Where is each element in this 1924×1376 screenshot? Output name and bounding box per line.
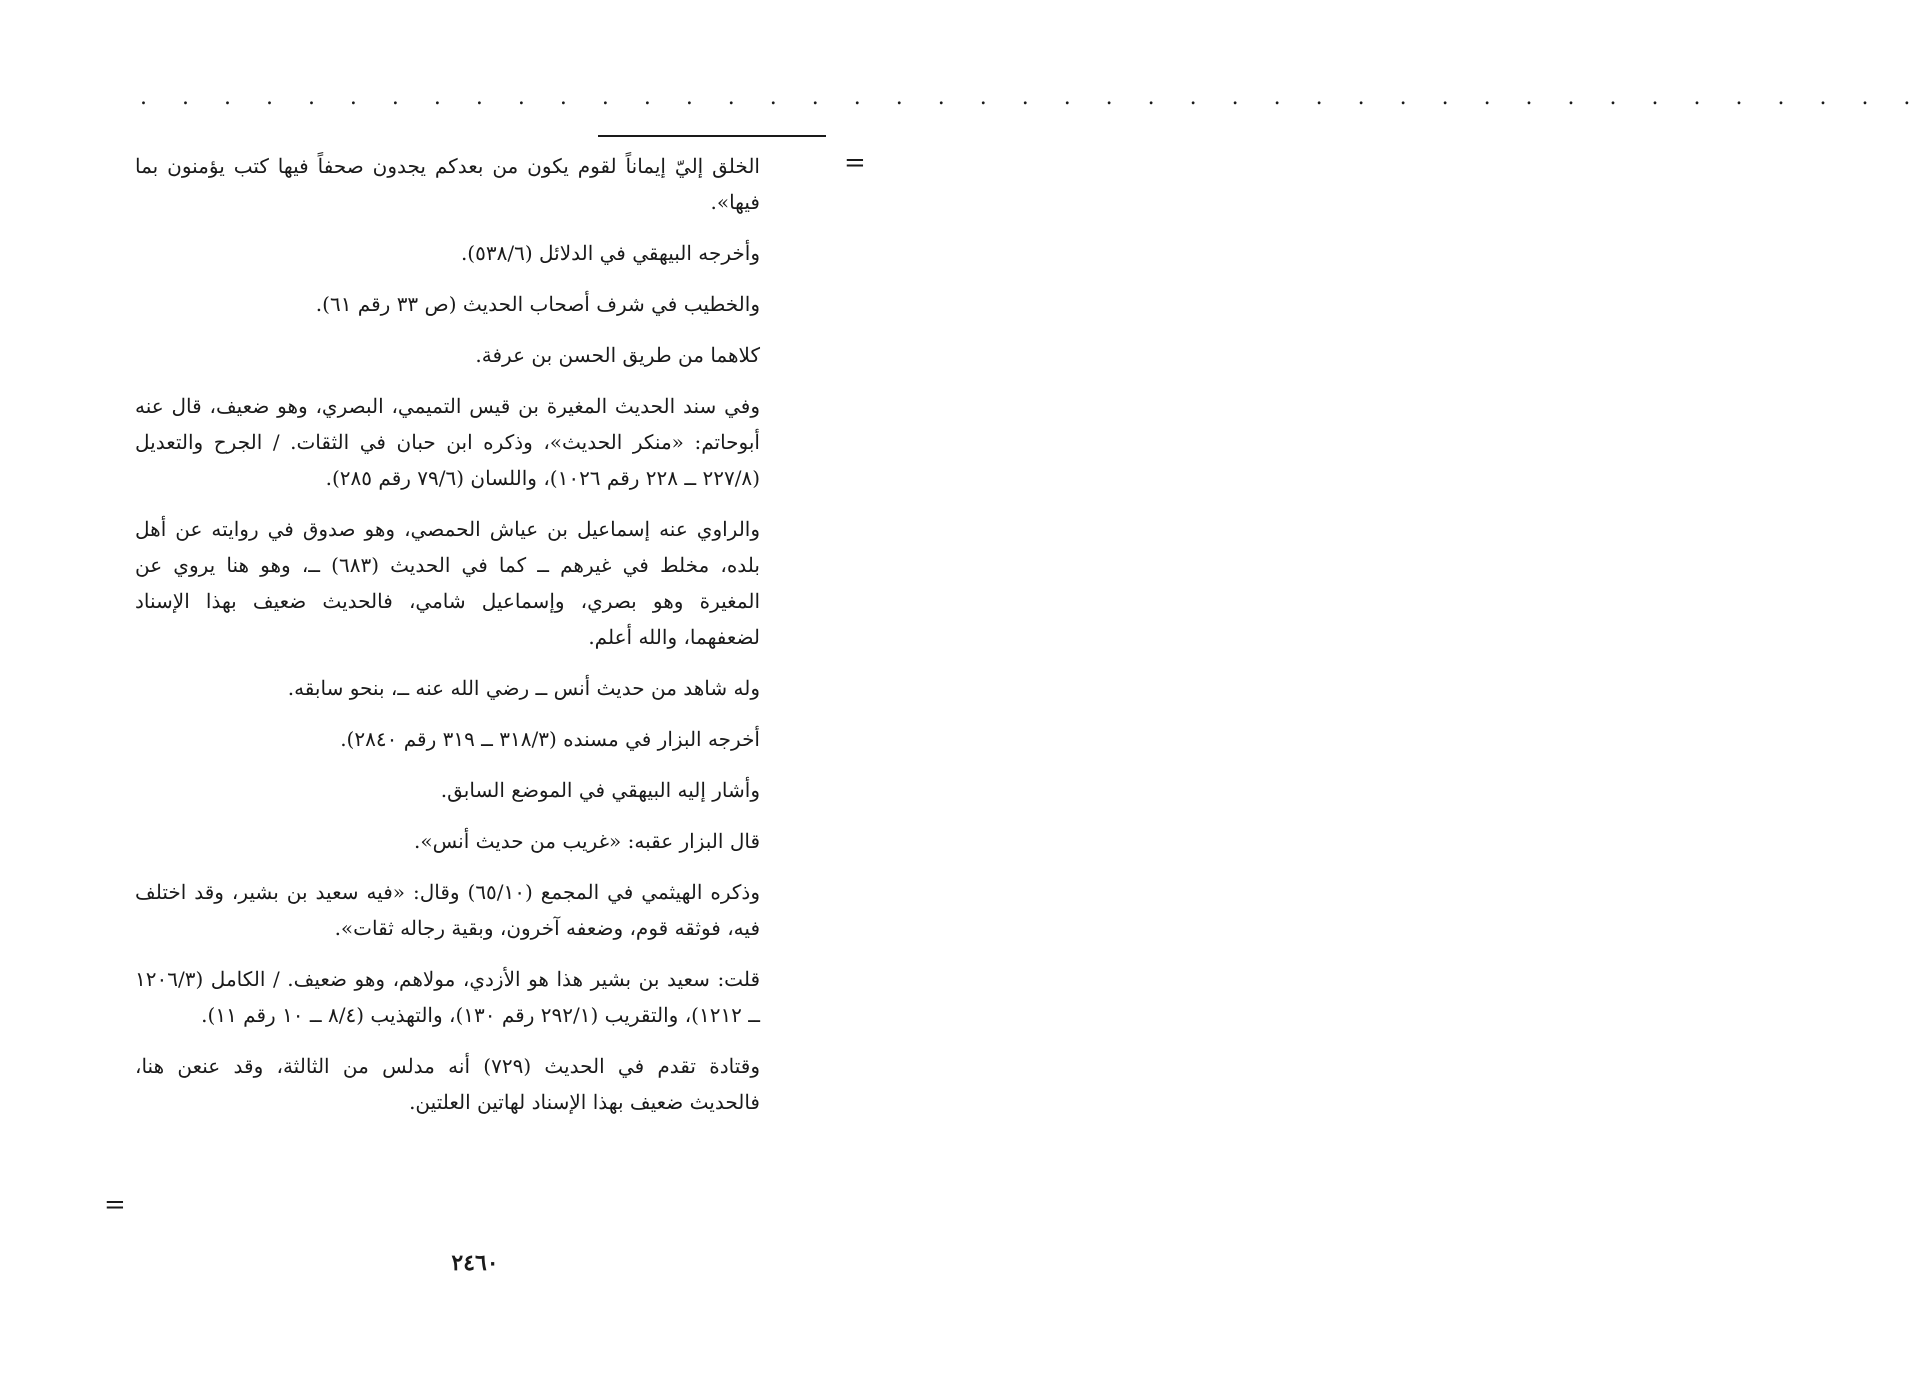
paragraph-10: قال البزار عقبه: «غريب من حديث أنس». [414, 829, 760, 853]
paragraph-7: وله شاهد من حديث أنس ــ رضي الله عنه ــ، بنحو سابقه. [287, 676, 760, 700]
paragraph-6: والراوي عنه إسماعيل بن عياش الحمصي، وهو صدوق في روايته عن أهل بلده، مخلط في غيرهم ــ كما في الحديث (٦٨٣) ــ، وهو هنا يروي عن المغيرة وهو بصري، وإسماعيل شامي، فالحديث ضعيف بهذا الإسناد لضعفهما، والله أعلم. [135, 517, 760, 649]
paragraph-3: والخطيب في شرف أصحاب الحديث (ص ٣٣ رقم ٦١). [315, 292, 760, 316]
page-number: ٢٤٦٠ [451, 1250, 499, 1276]
dotted-separator: . . . . . . . . . . . . . . . . . . . . . . . . . . . . . . . . . . . . . . . . . . . [140, 85, 1924, 110]
paragraph-2: وأخرجه البيهقي في الدلائل (٥٣٨/٦). [460, 241, 760, 265]
paragraph-1: الخلق إليّ إيماناً لقوم يكون من بعدكم يجدون صحفاً فيها كتب يؤمنون بما فيها». [135, 154, 760, 214]
continuation-mark-top: = [844, 148, 866, 178]
paragraph-9: وأشار إليه البيهقي في الموضع السابق. [440, 778, 760, 802]
paragraph-8: أخرجه البزار في مسنده (٣١٨/٣ ــ ٣١٩ رقم ٢٨٤٠). [340, 727, 760, 751]
footnote-rule [598, 135, 826, 137]
paragraph-13: وقتادة تقدم في الحديث (٧٢٩) أنه مدلس من الثالثة، وقد عنعن هنا، فالحديث ضعيف بهذا الإسناد لهاتين العلتين. [135, 1054, 760, 1114]
footnote-body [135, 148, 760, 1135]
paragraph-11: وذكره الهيثمي في المجمع (٦٥/١٠) وقال: «فيه سعيد بن بشير، وقد اختلف فيه، فوثقه قوم، وضعفه آخرون، وبقية رجاله ثقات». [135, 880, 760, 940]
paragraph-4: كلاهما من طريق الحسن بن عرفة. [475, 343, 760, 367]
paragraph-5: وفي سند الحديث المغيرة بن قيس التميمي، البصري، وهو ضعيف، قال عنه أبوحاتم: «منكر الحديث»، وذكره ابن حبان في الثقات. / الجرح والتعديل (٢٢٧/٨ ــ ٢٢٨ رقم ١٠٢٦)، واللسان (٧٩/٦ رقم ٢٨٥). [135, 394, 760, 490]
paragraph-12: قلت: سعيد بن بشير هذا هو الأزدي، مولاهم، وهو ضعيف. / الكامل (١٢٠٦/٣ ــ ١٢١٢)، والتقريب (٢٩٢/١ رقم ١٣٠)، والتهذيب (٨/٤ ــ ١٠ رقم ١١). [135, 967, 760, 1027]
continuation-mark-bottom: = [104, 1190, 126, 1220]
